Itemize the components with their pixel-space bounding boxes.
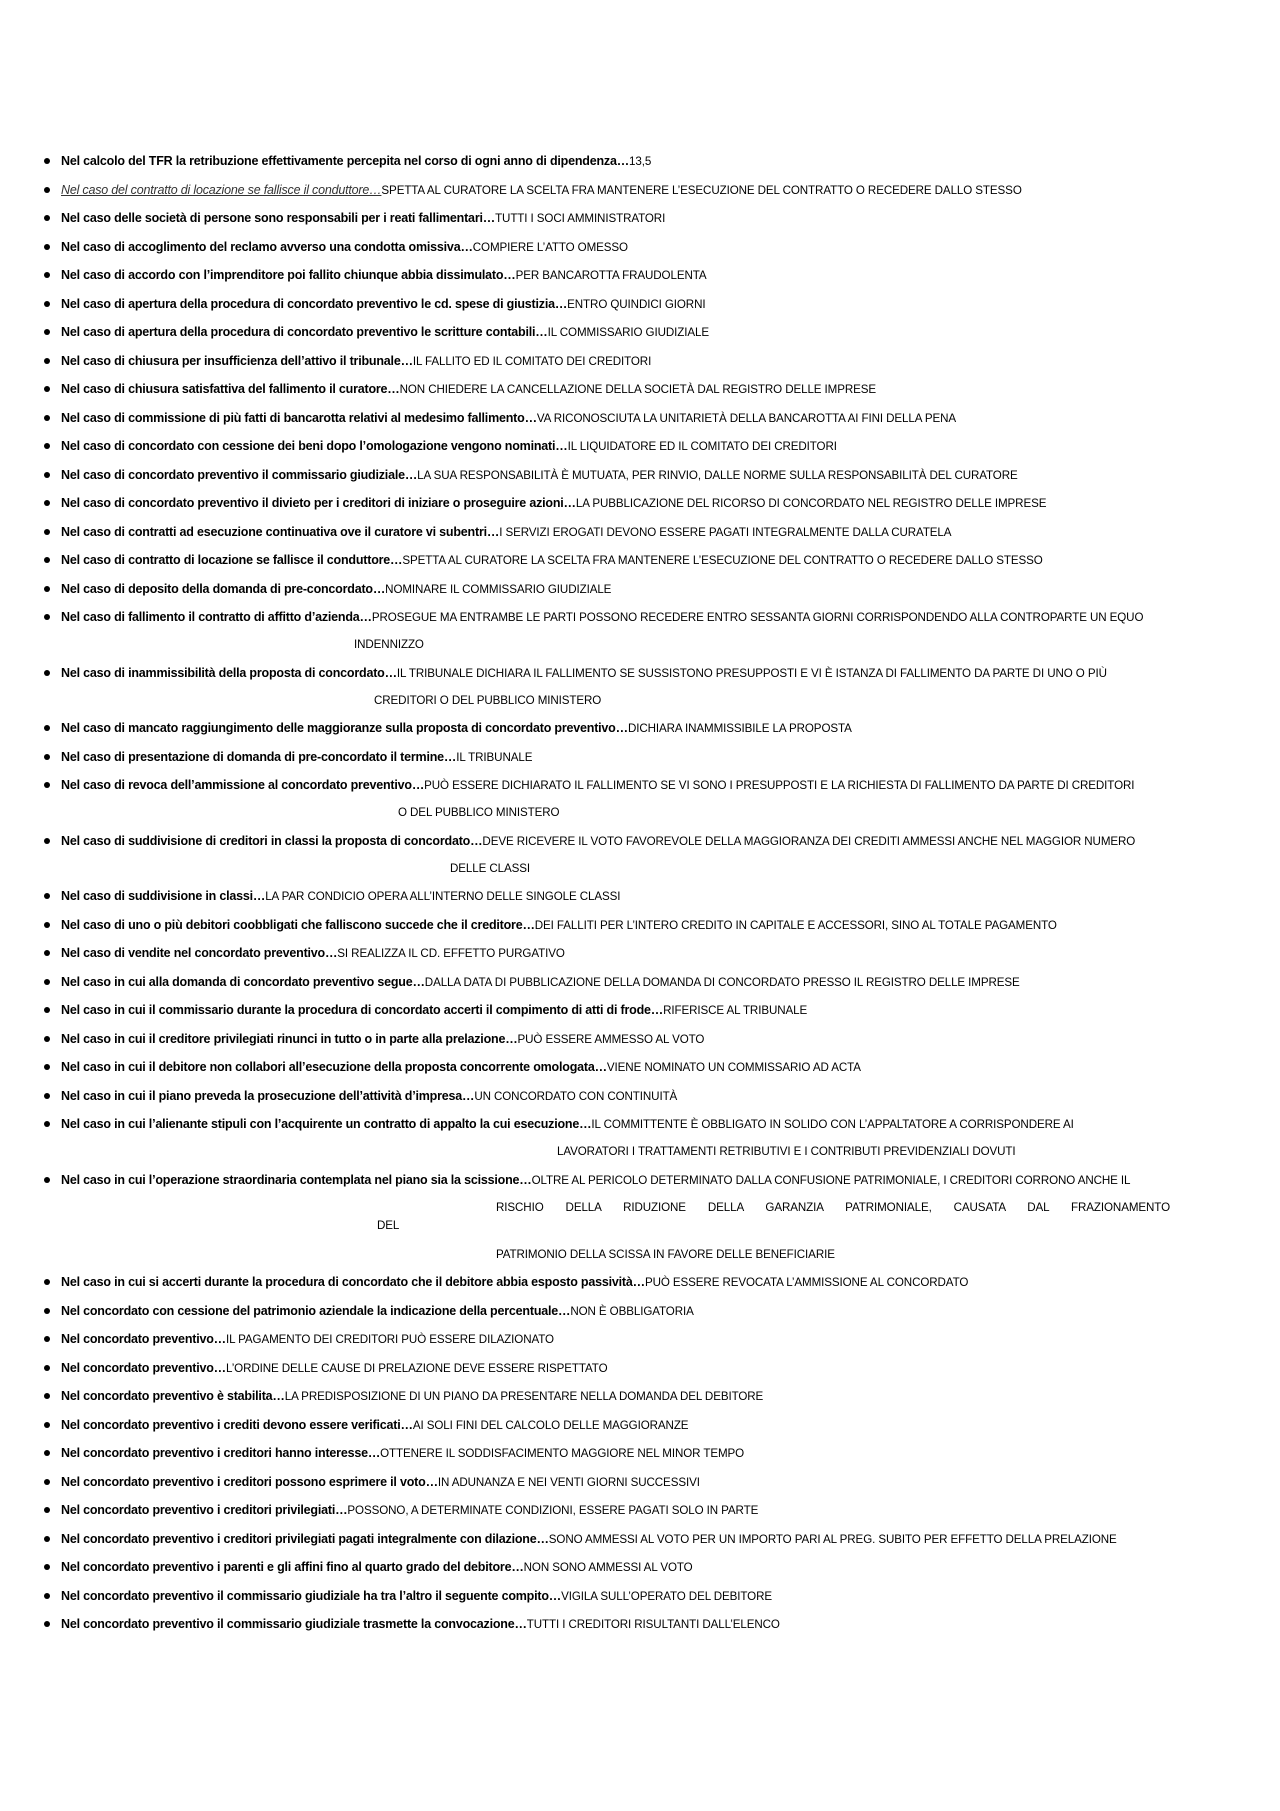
list-item [0, 1115, 1170, 1161]
list-item [0, 580, 1170, 599]
answer-text: OTTENERE IL SODDISFACIMENTO MAGGIORE NEL MINOR TEMPO [380, 1447, 745, 1460]
list-item [0, 523, 1170, 542]
list-item [0, 608, 1170, 654]
list-item [0, 209, 1170, 228]
bullet-icon [44, 586, 50, 592]
list-item [0, 1302, 1170, 1321]
answer-text: SI REALIZZA IL CD. EFFETTO PURGATIVO [337, 947, 565, 960]
bullet-icon [44, 443, 50, 449]
list-item [0, 1501, 1170, 1520]
question-text: Nel caso di concordato preventivo il commissario giudiziale… [61, 467, 418, 482]
bullet-icon [44, 187, 50, 193]
question-text: Nel caso di fallimento il contratto di affitto d’azienda… [61, 610, 372, 624]
question-text: Nel caso di commissione di più fatti di bancarotta relativi al medesimo fallimento… [61, 410, 537, 425]
list-item [0, 1473, 1170, 1492]
answer-text: PUÒ ESSERE DICHIARATO IL FALLIMENTO SE VI SONO I PRESUPPOSTI E LA RICHIESTA DI FALLIMENTO DA PARTE DI CREDITORI [424, 779, 1135, 792]
list-item [0, 776, 1170, 822]
answer-text: PROSEGUE MA ENTRAMBE LE PARTI POSSONO RECEDERE ENTRO SESSANTA GIORNI CORRISPONDENDO ALLA CONTROPARTE UN EQUO [371, 611, 1144, 624]
answer-text: PER BANCAROTTA FRAUDOLENTA [515, 269, 707, 282]
list-item [0, 1087, 1170, 1106]
bullet-icon [44, 158, 50, 164]
list-item [0, 916, 1170, 935]
question-text: Nel caso di accordo con l’imprenditore poi fallito chiunque abbia dissimulato… [61, 268, 516, 282]
question-text: Nel calcolo del TFR la retribuzione effettivamente percepita nel corso di ogni anno di dipendenza… [61, 154, 629, 168]
answer-text: PUÒ ESSERE REVOCATA L’AMMISSIONE AL CONCORDATO [644, 1276, 969, 1289]
answer-text: NON CHIEDERE LA CANCELLAZIONE DELLA SOCIETÀ DAL REGISTRO DELLE IMPRESE [399, 383, 877, 396]
list-item [0, 380, 1170, 399]
question-text: Nel concordato preventivo i creditori privilegiati pagati integralmente con dilazione… [61, 1531, 549, 1546]
bullet-icon [44, 950, 50, 956]
bullet-icon [44, 1093, 50, 1099]
answer-text: SPETTA AL CURATORE LA SCELTA FRA MANTENERE L’ESECUZIONE DEL CONTRATTO O RECEDERE DALLO STESSO [381, 183, 1022, 197]
list-item [0, 1558, 1170, 1577]
bullet-icon [44, 1393, 50, 1399]
answer-text: POSSONO, A DETERMINATE CONDIZIONI, ESSERE PAGATI SOLO IN PARTE [347, 1504, 759, 1517]
question-text: Nel caso di chiusura satisfattiva del fallimento il curatore… [61, 382, 400, 396]
bullet-icon [44, 893, 50, 899]
question-text: Nel concordato con cessione del patrimonio aziendale la indicazione della percentuale… [61, 1303, 571, 1318]
question-text: Nel caso di concordato preventivo il divieto per i creditori di iniziare o proseguire azioni… [61, 496, 576, 510]
bullet-icon [44, 1593, 50, 1599]
question-text: Nel caso di presentazione di domanda di pre-concordato il termine… [61, 749, 457, 764]
answer-text: I SERVIZI EROGATI DEVONO ESSERE PAGATI INTEGRALMENTE DALLA CURATELA [499, 525, 952, 539]
bullet-icon [44, 670, 50, 676]
question-text: Nel caso delle società di persone sono responsabili per i reati fallimentari… [61, 211, 496, 225]
list-item [0, 295, 1170, 314]
list-item [0, 1615, 1170, 1634]
answer-text: COMPIERE L’ATTO OMESSO [472, 240, 628, 254]
answer-text: DICHIARA INAMMISSIBILE LA PROPOSTA [627, 722, 852, 735]
question-text: Nel caso di suddivisione di creditori in classi la proposta di concordato… [61, 833, 483, 848]
answer-continuation: INDENNIZZO [354, 638, 424, 651]
list-item [0, 152, 1170, 171]
bullet-icon [44, 1279, 50, 1285]
answer-text: LA PUBBLICAZIONE DEL RICORSO DI CONCORDATO NEL REGISTRO DELLE IMPRESE [575, 497, 1047, 510]
question-text: Nel caso di vendite nel concordato preventivo… [61, 946, 338, 960]
bullet-icon [44, 472, 50, 478]
answer-text: NON È OBBLIGATORIA [570, 1304, 694, 1318]
answer-text: DEI FALLITI PER L’INTERO CREDITO IN CAPITALE E ACCESSORI, SINO AL TOTALE PAGAMENTO [534, 918, 1057, 932]
bullet-icon [44, 1450, 50, 1456]
list-item [0, 323, 1170, 342]
bullet-icon [44, 1036, 50, 1042]
list-item [0, 266, 1170, 285]
list-item [0, 1330, 1170, 1349]
list-item [0, 437, 1170, 456]
answer-continuation: PATRIMONIO DELLA SCISSA IN FAVORE DELLE BENEFICIARIE [496, 1247, 835, 1261]
answer-text: TUTTI I SOCI AMMINISTRATORI [495, 212, 666, 225]
bullet-icon [44, 782, 50, 788]
list-item [0, 1058, 1170, 1077]
bullet-icon [44, 1536, 50, 1542]
question-text: Nel caso di suddivisione in classi… [61, 889, 266, 903]
answer-text: VIGILA SULL’OPERATO DEL DEBITORE [561, 1589, 773, 1603]
question-text: Nel concordato preventivo il commissario giudiziale trasmette la convocazione… [61, 1617, 527, 1631]
question-text: Nel caso di uno o più debitori coobbligati che falliscono succede che il creditore… [61, 917, 535, 932]
answer-text: IN ADUNANZA E NEI VENTI GIORNI SUCCESSIVI [437, 1475, 700, 1489]
bullet-icon [44, 1007, 50, 1013]
list-item [0, 466, 1170, 485]
question-text: Nel caso in cui alla domanda di concordato preventivo segue… [61, 974, 425, 989]
answer-text: LA SUA RESPONSABILITÀ È MUTUATA, PER RINVIO, DALLE NORME SULLA RESPONSABILITÀ DEL CURATORE [417, 468, 1018, 482]
answer-continuation: RISCHIO DELLA RIDUZIONE DELLA GARANZIA PATRIMONIALE, CAUSATA DAL FRAZIONAMENTO [496, 1200, 1170, 1214]
question-text: Nel caso di apertura della procedura di concordato preventivo le scritture contabili… [61, 325, 548, 339]
bullet-icon [44, 272, 50, 278]
bullet-icon [44, 1621, 50, 1627]
list-item [0, 551, 1170, 570]
bullet-icon [44, 301, 50, 307]
question-text: Nel concordato preventivo i creditori possono esprimere il voto… [61, 1474, 438, 1489]
bullet-icon [44, 922, 50, 928]
bullet-icon [44, 386, 50, 392]
question-text: Nel caso di concordato con cessione dei beni dopo l’omologazione vengono nominati… [61, 439, 568, 453]
list-item [0, 1530, 1170, 1549]
list-item [0, 1030, 1170, 1049]
answer-continuation: DELLE CLASSI [450, 861, 530, 875]
list-item [0, 944, 1170, 963]
list-item [0, 352, 1170, 371]
list-item [0, 664, 1170, 710]
answer-text: 13,5 [629, 155, 652, 168]
list-item [0, 1171, 1170, 1264]
bullet-icon [44, 614, 50, 620]
answer-text: ENTRO QUINDICI GIORNI [567, 297, 706, 311]
list-item [0, 1359, 1170, 1378]
question-text: Nel caso in cui l’alienante stipuli con l’acquirente un contratto di appalto la cui esecuzione… [61, 1117, 592, 1131]
answer-text: IL TRIBUNALE DICHIARA IL FALLIMENTO SE SUSSISTONO PRESUPPOSTI E VI È ISTANZA DI FALLIMENTO DA PARTE DI UNO O PIÙ [396, 666, 1107, 680]
answer-text: TUTTI I CREDITORI RISULTANTI DALL’ELENCO [526, 1618, 780, 1631]
question-text: Nel caso di inammissibilità della proposta di concordato… [61, 665, 397, 680]
list-item [0, 748, 1170, 767]
bullet-icon [44, 1121, 50, 1127]
answer-text: DEVE RICEVERE IL VOTO FAVOREVOLE DELLA MAGGIORANZA DEI CREDITI AMMESSI ANCHE NEL MAGGIOR NUMERO [482, 834, 1136, 848]
question-text: Nel caso in cui l’operazione straordinaria contemplata nel piano sia la scissione… [61, 1172, 532, 1187]
question-text: Nel caso in cui il creditore privilegiati rinunci in tutto o in parte alla prelazione… [61, 1031, 518, 1046]
bullet-icon [44, 754, 50, 760]
answer-text: SONO AMMESSI AL VOTO PER UN IMPORTO PARI AL PREG. SUBITO PER EFFETTO DELLA PRELAZIONE [548, 1532, 1117, 1546]
list-item [0, 1416, 1170, 1435]
list-item [0, 409, 1170, 428]
question-text: Nel caso di contratti ad esecuzione continuativa ove il curatore vi subentri… [61, 524, 500, 539]
bullet-icon [44, 1564, 50, 1570]
bullet-icon [44, 358, 50, 364]
list-item [0, 1001, 1170, 1020]
question-text: Nel caso di mancato raggiungimento delle maggioranze sulla proposta di concordato preventivo… [61, 721, 628, 735]
bullet-icon [44, 329, 50, 335]
answer-text: IL COMMITTENTE È OBBLIGATO IN SOLIDO CON L’APPALTATORE A CORRISPONDERE AI [591, 1118, 1074, 1131]
answer-text: DALLA DATA DI PUBBLICAZIONE DELLA DOMANDA DI CONCORDATO PRESSO IL REGISTRO DELLE IMPRESE [424, 975, 1020, 989]
answer-text: OLTRE AL PERICOLO DETERMINATO DALLA CONFUSIONE PATRIMONIALE, I CREDITORI CORRONO ANCHE IL [531, 1173, 1131, 1187]
answer-continuation: O DEL PUBBLICO MINISTERO [398, 806, 560, 819]
question-text: Nel caso di accoglimento del reclamo avverso una condotta omissiva… [61, 239, 473, 254]
question-text[interactable]: Nel caso del contratto di locazione se fallisce il conduttore… [61, 182, 382, 197]
answer-text: LA PAR CONDICIO OPERA ALL’INTERNO DELLE SINGOLE CLASSI [265, 890, 621, 903]
bullet-icon [44, 1422, 50, 1428]
question-text: Nel concordato preventivo i parenti e gli affini fino al quarto grado del debitore… [61, 1560, 524, 1574]
answer-text: UN CONCORDATO CON CONTINUITÀ [474, 1089, 678, 1103]
answer-text: AI SOLI FINI DEL CALCOLO DELLE MAGGIORANZE [412, 1418, 689, 1432]
question-answer-list [0, 152, 1280, 1644]
bullet-icon [44, 1308, 50, 1314]
bullet-icon [44, 1177, 50, 1183]
answer-text: RIFERISCE AL TRIBUNALE [663, 1004, 808, 1017]
question-text: Nel caso di revoca dell’ammissione al concordato preventivo… [61, 778, 425, 792]
answer-text: IL FALLITO ED IL COMITATO DEI CREDITORI [412, 354, 652, 368]
question-text: Nel concordato preventivo il commissario giudiziale ha tra l’altro il seguente compito… [61, 1588, 562, 1603]
list-item [0, 887, 1170, 906]
list-item [0, 832, 1170, 878]
bullet-icon [44, 725, 50, 731]
list-item [0, 1273, 1170, 1292]
list-item [0, 1387, 1170, 1406]
question-text: Nel caso in cui il commissario durante la procedura di concordato accerti il compimento di atti di frode… [61, 1003, 664, 1017]
bullet-icon [44, 1479, 50, 1485]
bullet-icon [44, 1365, 50, 1371]
answer-text: PUÒ ESSERE AMMESSO AL VOTO [517, 1032, 705, 1046]
list-item [0, 973, 1170, 992]
bullet-icon [44, 1064, 50, 1070]
question-text: Nel caso di chiusura per insufficienza dell’attivo il tribunale… [61, 353, 413, 368]
question-text: Nel concordato preventivo i crediti devono essere verificati… [61, 1417, 413, 1432]
bullet-icon [44, 500, 50, 506]
question-text: Nel concordato preventivo… [61, 1360, 226, 1375]
answer-text: NON SONO AMMESSI AL VOTO [523, 1561, 693, 1574]
question-text: Nel concordato preventivo i creditori privilegiati… [61, 1503, 348, 1517]
bullet-icon [44, 838, 50, 844]
question-text: Nel concordato preventivo… [61, 1332, 226, 1346]
question-text: Nel caso in cui il debitore non collabori all’esecuzione della proposta concorrente omologata… [61, 1060, 607, 1074]
question-text: Nel caso di apertura della procedura di concordato preventivo le cd. spese di giustizia… [61, 296, 568, 311]
question-text: Nel caso di contratto di locazione se fallisce il conduttore… [61, 553, 403, 567]
list-item [0, 1587, 1170, 1606]
bullet-icon [44, 1507, 50, 1513]
answer-text: IL PAGAMENTO DEI CREDITORI PUÒ ESSERE DILAZIONATO [225, 1333, 554, 1346]
answer-text: NOMINARE IL COMMISSARIO GIUDIZIALE [385, 582, 612, 596]
list-item [0, 181, 1170, 200]
list-item [0, 1444, 1170, 1463]
answer-continuation: LAVORATORI I TRATTAMENTI RETRIBUTIVI E I CONTRIBUTI PREVIDENZIALI DOVUTI [557, 1145, 1016, 1158]
bullet-icon [44, 979, 50, 985]
answer-text: L’ORDINE DELLE CAUSE DI PRELAZIONE DEVE ESSERE RISPETTATO [225, 1361, 608, 1375]
answer-text: IL LIQUIDATORE ED IL COMITATO DEI CREDITORI [567, 440, 837, 453]
question-text: Nel caso in cui il piano preveda la prosecuzione dell’attività d’impresa… [61, 1088, 475, 1103]
question-text: Nel concordato preventivo è stabilita… [61, 1389, 285, 1403]
question-text: Nel caso di deposito della domanda di pre-concordato… [61, 581, 386, 596]
bullet-icon [44, 415, 50, 421]
question-text: Nel caso in cui si accerti durante la procedura di concordato che il debitore abbia esposto passività… [61, 1275, 645, 1289]
bullet-icon [44, 215, 50, 221]
answer-text: IL TRIBUNALE [456, 750, 533, 764]
answer-text: VIENE NOMINATO UN COMMISSARIO AD ACTA [606, 1061, 861, 1074]
list-item [0, 719, 1170, 738]
answer-text: SPETTA AL CURATORE LA SCELTA FRA MANTENERE L’ESECUZIONE DEL CONTRATTO O RECEDERE DALLO STESSO [402, 554, 1043, 567]
answer-continuation: DEL [377, 1218, 400, 1232]
answer-continuation: CREDITORI O DEL PUBBLICO MINISTERO [374, 693, 602, 707]
answer-text: LA PREDISPOSIZIONE DI UN PIANO DA PRESENTARE NELLA DOMANDA DEL DEBITORE [284, 1390, 764, 1403]
answer-text: VA RICONOSCIUTA LA UNITARIETÀ DELLA BANCAROTTA AI FINI DELLA PENA [536, 411, 957, 425]
bullet-icon [44, 244, 50, 250]
answer-text: IL COMMISSARIO GIUDIZIALE [547, 326, 709, 339]
bullet-icon [44, 557, 50, 563]
list-item [0, 494, 1170, 513]
list-item [0, 238, 1170, 257]
bullet-icon [44, 529, 50, 535]
bullet-icon [44, 1336, 50, 1342]
question-text: Nel concordato preventivo i creditori hanno interesse… [61, 1446, 381, 1460]
